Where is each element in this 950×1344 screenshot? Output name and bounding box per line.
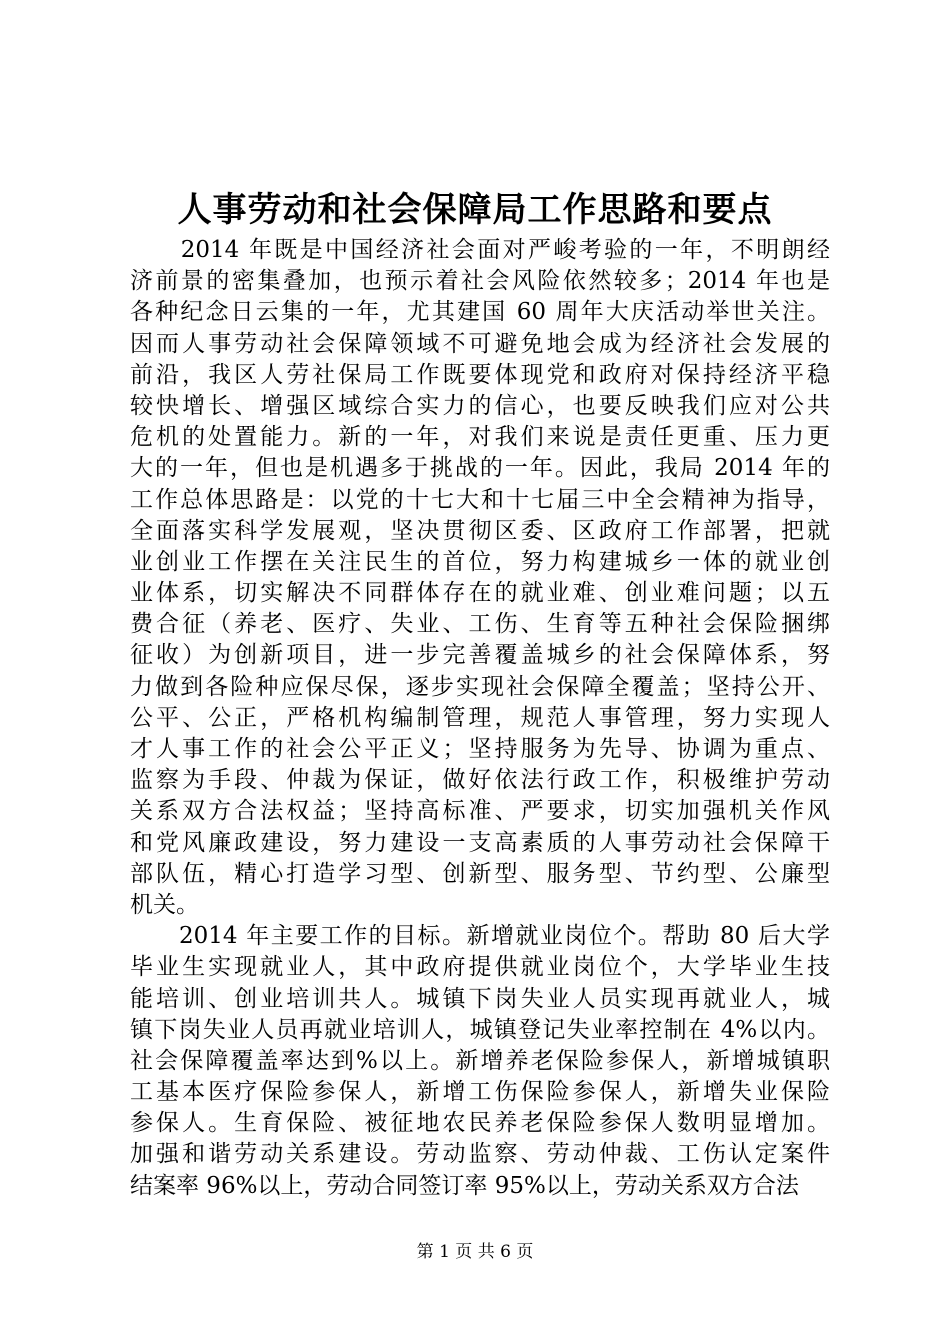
- text-line: 工基本医疗保险参保人，新增工伤保险参保人，新增失业保险: [130, 1079, 830, 1106]
- document-title: 人事劳动和社会保障局工作思路和要点: [177, 190, 773, 230]
- text-line: 业创业工作摆在关注民生的首位，努力构建城乡一体的就业创: [130, 548, 830, 575]
- text-line: 2014 年既是中国经济社会面对严峻考验的一年，不明朗经: [130, 237, 830, 263]
- paragraph: [130, 235, 830, 921]
- text-line: 济前景的密集叠加，也预示着社会风险依然较多；2014 年也是: [130, 268, 830, 295]
- text-line: 和党风廉政建设，努力建设一支高素质的人事劳动社会保障干: [130, 829, 830, 856]
- text-line: 因而人事劳动社会保障领域不可避免地会成为经济社会发展的: [130, 330, 830, 357]
- text-line: 前沿，我区人劳社保局工作既要体现党和政府对保持经济平稳: [130, 361, 830, 388]
- text-line: 镇下岗失业人员再就业培训人，城镇登记失业率控制在 4%以内。: [130, 1016, 830, 1043]
- text-line: 参保人。生育保险、被征地农民养老保险参保人数明显增加。: [130, 1110, 830, 1137]
- text-line: 关系双方合法权益；坚持高标准、严要求，切实加强机关作风: [130, 798, 830, 825]
- text-line: 结案率 96%以上，劳动合同签订率 95%以上，劳动关系双方合法: [130, 1172, 799, 1199]
- text-line: 2014 年主要工作的目标。新增就业岗位个。帮助 80 后大学: [130, 923, 830, 950]
- text-line: 机关。: [130, 891, 199, 918]
- text-line: 才人事工作的社会公平正义；坚持服务为先导、协调为重点、: [130, 736, 830, 762]
- text-line: 大的一年，但也是机遇多于挑战的一年。因此，我局 2014 年的: [130, 455, 830, 482]
- text-line: 部队伍，精心打造学习型、创新型、服务型、节约型、公廉型: [130, 860, 830, 887]
- text-line: 毕业生实现就业人，其中政府提供就业岗位个，大学毕业生技: [130, 954, 830, 981]
- text-line: 加强和谐劳动关系建设。劳动监察、劳动仲裁、工伤认定案件: [130, 1141, 830, 1168]
- text-line: 费合征（养老、医疗、失业、工伤、生育等五种社会保险捆绑: [130, 611, 830, 638]
- text-line: 公平、公正，严格机构编制管理，规范人事管理，努力实现人: [130, 704, 830, 731]
- paragraph: [130, 921, 830, 1202]
- text-line: 各种纪念日云集的一年，尤其建国 60 周年大庆活动举世关注。: [130, 299, 830, 326]
- text-line: 监察为手段、仲裁为保证，做好依法行政工作，积极维护劳动: [130, 767, 830, 794]
- text-line: 业体系，切实解决不同群体存在的就业难、创业难问题；以五: [130, 580, 830, 607]
- text-line: 能培训、创业培训共人。城镇下岗失业人员实现再就业人，城: [130, 985, 830, 1012]
- text-line: 较快增长、增强区域综合实力的信心，也要反映我们应对公共: [130, 392, 830, 419]
- text-line: 危机的处置能力。新的一年，对我们来说是责任更重、压力更: [130, 424, 830, 451]
- text-line: 征收）为创新项目，进一步完善覆盖城乡的社会保障体系，努: [130, 642, 830, 669]
- text-line: 全面落实科学发展观，坚决贯彻区委、区政府工作部署，把就: [130, 517, 830, 544]
- text-line: 社会保障覆盖率达到%以上。新增养老保险参保人，新增城镇职: [130, 1047, 830, 1074]
- page-footer: 第 1 页 共 6 页: [416, 1242, 534, 1262]
- text-line: 力做到各险种应保尽保，逐步实现社会保障全覆盖；坚持公开、: [130, 673, 830, 700]
- text-line: 工作总体思路是：以党的十七大和十七届三中全会精神为指导，: [130, 486, 830, 513]
- document-body: [130, 235, 830, 1202]
